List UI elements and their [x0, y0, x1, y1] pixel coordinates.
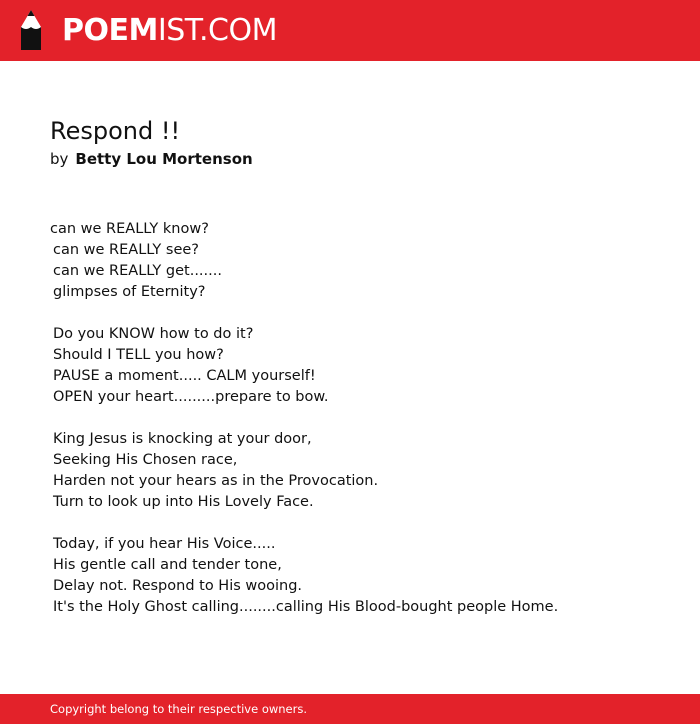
poem-line: It's the Holy Ghost calling........calling His Blood-bought people Home.	[53, 599, 559, 615]
stanza-break	[50, 303, 558, 324]
stanza-break	[50, 408, 558, 429]
site-logo[interactable]	[62, 11, 277, 51]
poem-line: His gentle call and tender tone,	[53, 557, 282, 573]
copyright-text: Copyright belong to their respective owners.	[50, 702, 308, 716]
stanza-break	[50, 513, 558, 534]
poem-line: King Jesus is knocking at your door,	[53, 431, 312, 447]
logo-light-text: IST.COM	[157, 13, 277, 48]
byline	[50, 149, 253, 169]
poem-line: Harden not your hears as in the Provocation.	[53, 473, 379, 489]
site-footer	[0, 694, 700, 724]
poem-line: Do you KNOW how to do it?	[53, 326, 254, 342]
by-label: by	[50, 150, 69, 168]
poem-line: PAUSE a moment..... CALM yourself!	[53, 368, 316, 384]
poem-line: Delay not. Respond to His wooing.	[53, 578, 303, 594]
poem-line: glimpses of Eternity?	[53, 284, 206, 300]
poem-line: Should I TELL you how?	[53, 347, 224, 363]
site-header	[0, 0, 700, 61]
poem-line: Turn to look up into His Lovely Face.	[53, 494, 314, 510]
poem-line: Seeking His Chosen race,	[53, 452, 238, 468]
poem-line: OPEN your heart.........prepare to bow.	[53, 389, 329, 405]
poem-title: Respond !!	[50, 117, 181, 145]
author-name: Betty Lou Mortenson	[75, 150, 253, 168]
poem-line: can we REALLY see?	[53, 242, 199, 258]
logo-bold-text: POEM	[62, 13, 158, 48]
pencil-icon[interactable]	[18, 9, 44, 51]
poem-line: can we REALLY know?	[50, 221, 209, 237]
poem-line: Today, if you hear His Voice.....	[53, 536, 276, 552]
poem-body	[50, 219, 558, 618]
poem-line: can we REALLY get.......	[53, 263, 222, 279]
